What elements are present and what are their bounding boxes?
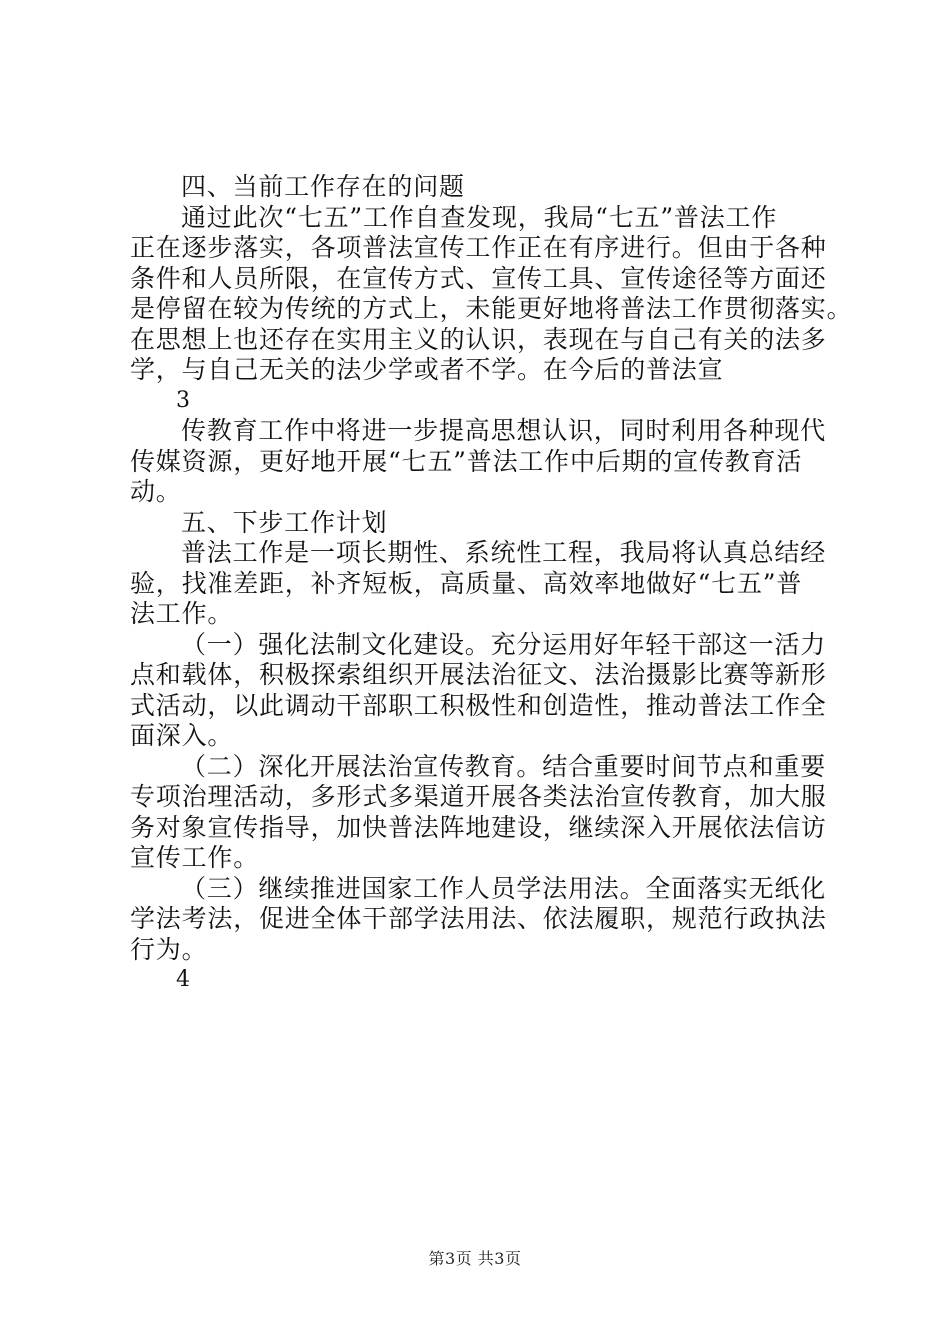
paragraph-line: 务对象宣传指导，加快普法阵地建设，继续深入开展依法信访	[130, 812, 827, 842]
paragraph-line: 通过此次“七五”工作自查发现，我局“七五”普法工作	[181, 202, 778, 232]
paragraph-line: 面深入。	[130, 721, 234, 750]
paragraph-line: 宣传工作。	[130, 843, 260, 872]
paragraph-line: 在思想上也还存在实用主义的认识，表现在与自己有关的法多	[130, 324, 827, 354]
section-heading-problems: 四、当前工作存在的问题	[181, 172, 465, 201]
paragraph-line: 验，找准差距，补齐短板，高质量、高效率地做好“七五”普	[130, 568, 803, 598]
section-heading-next-steps: 五、下步工作计划	[181, 507, 388, 537]
paragraph-line: 行为。	[130, 934, 208, 964]
paragraph-line: 式活动，以此调动干部职工积极性和创造性，推动普法工作全	[130, 690, 827, 720]
paragraph-line: 条件和人员所限，在宣传方式、宣传工具、宣传途径等方面还	[130, 263, 827, 293]
paragraph-line: 法工作。	[130, 599, 234, 628]
list-item-heading: （二）深化开展法治宣传教育。结合重要时间节点和重要	[181, 751, 827, 781]
paragraph-line: 学法考法，促进全体干部学法用法、依法履职，规范行政执法	[130, 904, 827, 933]
paragraph-line: 传教育工作中将进一步提高思想认识，同时利用各种现代	[181, 416, 827, 445]
document-body	[130, 172, 853, 996]
paragraph-line: 动。	[130, 477, 182, 506]
paragraph-line: 专项治理活动，多形式多渠道开展各类法治宣传教育，加大服	[130, 782, 827, 811]
list-item-heading: （一）强化法制文化建设。充分运用好年轻干部这一活力	[181, 629, 827, 659]
list-item-heading: （三）继续推进国家工作人员学法用法。全面落实无纸化	[181, 873, 827, 903]
paragraph-line: 点和载体，积极探索组织开展法治征文、法治摄影比赛等新形	[130, 660, 827, 689]
source-page-number: 4	[176, 967, 191, 992]
source-page-number: 3	[176, 387, 191, 413]
paragraph-line: 普法工作是一项长期性、系统性工程，我局将认真总结经	[181, 538, 827, 567]
page-footer: 第3页 共3页	[428, 1249, 522, 1268]
paragraph-line: 学，与自己无关的法少学或者不学。在今后的普法宣	[130, 355, 724, 384]
paragraph-line: 传媒资源，更好地开展“七五”普法工作中后期的宣传教育活	[130, 446, 803, 476]
paragraph-line: 是停留在较为传统的方式上，未能更好地将普法工作贯彻落实。	[130, 294, 853, 323]
paragraph-line: 正在逐步落实，各项普法宣传工作正在有序进行。但由于各种	[130, 233, 827, 262]
